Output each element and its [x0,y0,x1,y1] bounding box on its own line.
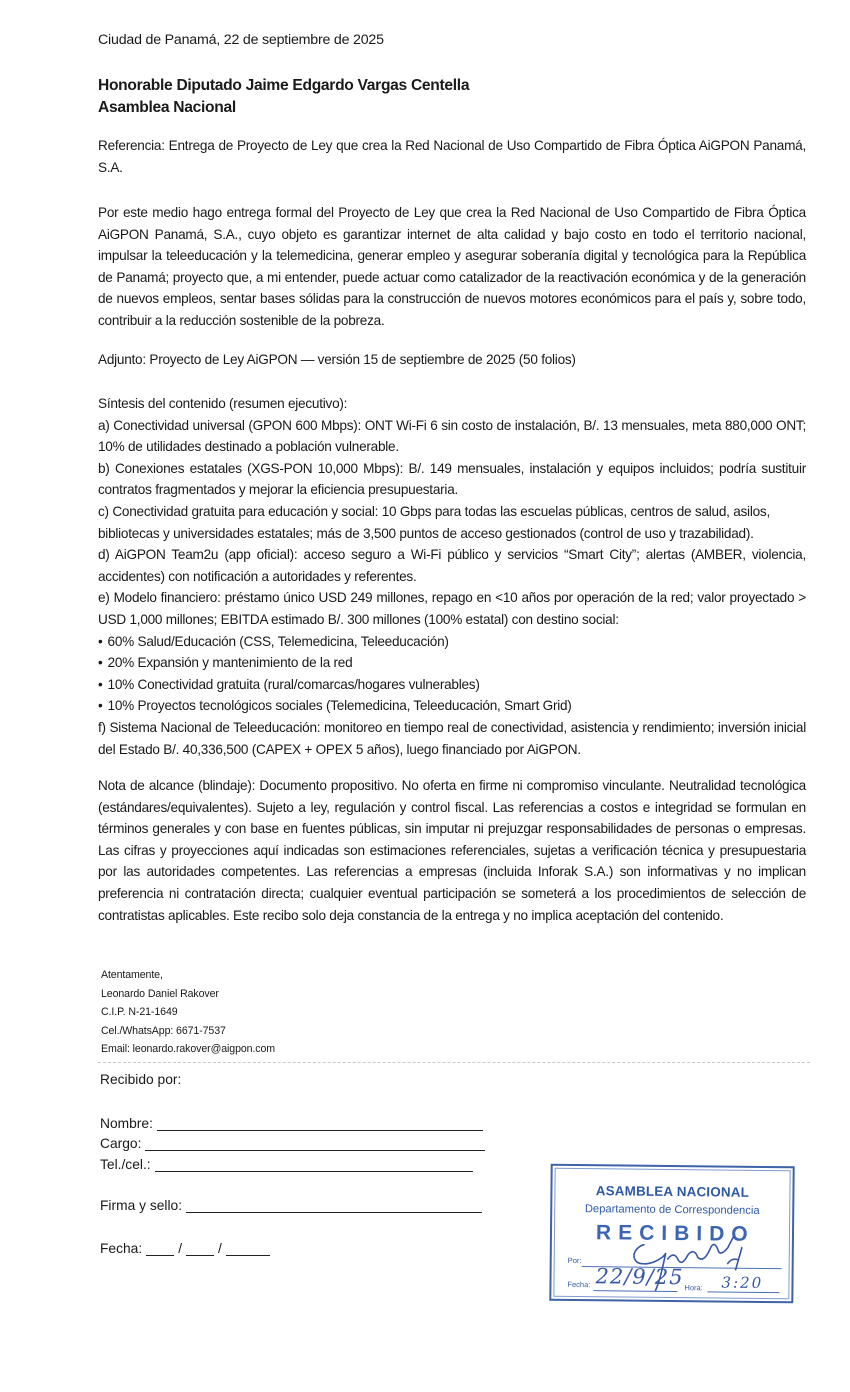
bullet-item [98,695,806,717]
nombre-field[interactable] [100,1116,483,1131]
tel-field[interactable] [100,1157,473,1172]
cargo-field[interactable] [100,1136,485,1151]
date-separator: / [178,1241,183,1256]
body-paragraph: Por este medio hago entrega formal del Proyecto de Ley que crea la Red Nacional de Uso Compartido de Fibra Óptica AiGPON Panamá, S.A., cuyo objeto es garantizar internet de alta calidad y bajo costo en todo el territorio nacional, impulsar la teleeducación y la telemedicina, generar empleo y asegurar soberanía digital y tecnológica para la República de Panamá; proyecto que, a mi entender, puede actuar como catalizador de la reactivación económica y de la generación de nuevos empleos, sentar bases sólidas para la construcción de nuevos motores económicos para el país y, sobre todo, contribuir a la reducción sostenible de la pobreza. [98,205,806,328]
fecha-field[interactable] [100,1241,270,1256]
stamp-por-label: Por: [567,1255,582,1266]
addressee-name: Honorable Diputado Jaime Edgardo Vargas Centella [98,77,470,94]
fecha-day-line[interactable] [146,1244,174,1256]
bullet-text: 20% Expansión y mantenimiento de la red [107,655,353,671]
bullet-text: 10% Conectividad gratuita (rural/comarcas/hogares vulnerables) [107,676,480,692]
synthesis-item-d: d) AiGPON Team2u (app oficial): acceso seguro a Wi-Fi público y servicios “Smart City”; alertas (AMBER, violencia, accidentes) con notificación a autoridades y referentes. [98,547,806,584]
reference-paragraph: Referencia: Entrega de Proyecto de Ley que crea la Red Nacional de Uso Compartido de Fibra Óptica AiGPON Panamá, S.A. [98,138,806,175]
date-line: Ciudad de Panamá, 22 de septiembre de 2025 [98,32,384,48]
fecha-label: Fecha: [100,1241,143,1256]
signature-block [101,966,275,1059]
firma-field[interactable] [100,1198,482,1213]
stamp-fecha-label: Fecha: [567,1279,591,1290]
synthesis-item-a: a) Conectividad universal (GPON 600 Mbps): ONT Wi-Fi 6 sin costo de instalación, B/. 13 mensuales, meta 880,000 ONT; 10% de utilidades destinado a población vulnerable. [98,417,806,455]
synthesis-item-f: f) Sistema Nacional de Teleeducación: monitoreo en tiempo real de conectividad, asistencia y rendimiento; inversión inicial del Estado B/. 40,336,500 (CAPEX + OPEX 5 años), luego financiado por AiGPON. [98,719,806,757]
section-divider [98,1062,810,1063]
stamp-hora-label: Hora: [684,1283,703,1293]
signer-email: Email: leonardo.rakover@aigpon.com [101,1043,275,1056]
bullet-text: 60% Salud/Educación (CSS, Telemedicina, Teleeducación) [107,633,449,649]
bullet-item [98,631,806,653]
tel-label: Tel./cel.: [100,1157,151,1172]
signer-cip: C.I.P. N-21-1649 [101,1006,178,1019]
cargo-line[interactable] [145,1139,485,1151]
synthesis-item-b: b) Conexiones estatales (XGS-PON 10,000 Mbps): B/. 149 mensuales, instalación y equipos incluidos; podría sustituir contratos fragmentados y mejorar la eficiencia presupuestaria. [98,460,806,498]
stamp-institution: ASAMBLEA NACIONAL [595,1183,750,1200]
synthesis-section [98,393,806,760]
bullet-text: 10% Proyectos tecnológicos sociales (Telemedicina, Teleeducación, Smart Grid) [107,698,572,714]
nombre-line[interactable] [157,1119,483,1131]
bullet-item [98,652,806,674]
cargo-label: Cargo: [100,1136,142,1151]
closing: Atentamente, [101,969,163,981]
signer-phone: Cel./WhatsApp: 6671-7537 [101,1024,226,1037]
tel-line[interactable] [155,1160,473,1172]
bullet-item [98,674,806,696]
firma-label: Firma y sello: [100,1198,183,1213]
synthesis-heading: Síntesis del contenido (resumen ejecutivo): [98,396,348,411]
synthesis-item-c: c) Conectividad gratuita para educación y social: 10 Gbps para todas las escuelas públicas, centros de salud, asilos, bibliotecas y universidades estatales; más de 3,500 puntos de acceso gestionados (control de uso y trazabilidad). [98,503,770,541]
fecha-year-line[interactable] [226,1244,270,1256]
signer-name: Leonardo Daniel Rakover [101,987,219,1000]
scope-note-paragraph: Nota de alcance (blindaje): Documento propositivo. No oferta en firme ni compromiso vinculante. Neutralidad tecnológica (estándares/equivalentes). Sujeto a ley, regulación y control fiscal. Las referencias a costos e integridad se formulan en términos generales y con base en fuentes públicas, sin imputar ni prejuzgar responsabilidades de personas o empresas. Las cifras y proyecciones aquí indicadas son estimaciones referenciales, sujetas a verificación técnica y presupuestaria por las autoridades competentes. Las referencias a empresas (incluida Inforak S.A.) son informativas y no implican preferencia ni contratación directa; cualquier eventual participación se someterá a los procedimientos de selección de contratistas aplicables. Este recibo solo deja constancia de la entrega y no implica aceptación del contenido. [98,778,806,923]
addressee-block [98,75,469,119]
addressee-institution: Asamblea Nacional [98,99,236,116]
received-by-heading: Recibido por: [100,1072,182,1087]
nombre-label: Nombre: [100,1116,153,1131]
received-stamp [549,1164,794,1304]
stamp-handwritten-time: 3:20 [721,1273,764,1292]
stamp-status: RECIBIDO [595,1221,755,1246]
date-separator: / [218,1241,222,1256]
firma-line[interactable] [186,1201,482,1213]
stamp-department: Departamento de Correspondencia [584,1203,760,1217]
fecha-month-line[interactable] [186,1244,214,1256]
synthesis-item-e: e) Modelo financiero: préstamo único USD 249 millones, repago en <10 años por operación de la red; valor proyectado > USD 1,000 millones; EBITDA estimado B/. 300 millones (100% estatal) con destino social: [98,590,806,627]
stamp-handwritten-date: 22/9/25 [595,1264,684,1290]
attachment-line: Adjunto: Proyecto de Ley AiGPON — versión 15 de septiembre de 2025 (50 folios) [98,352,576,367]
